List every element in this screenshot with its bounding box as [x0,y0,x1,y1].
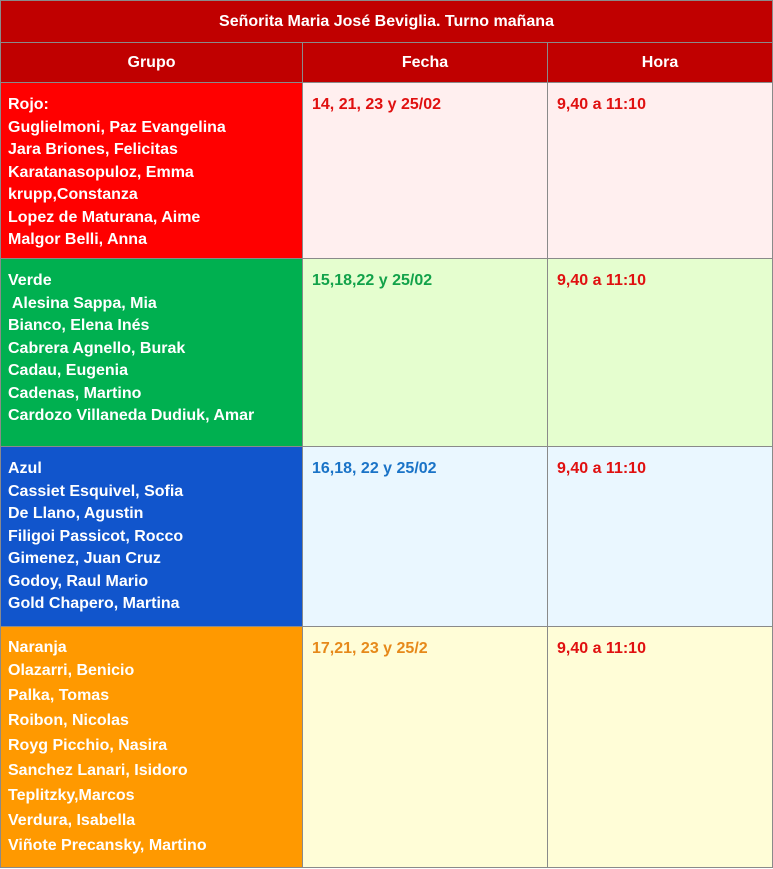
hora-cell [548,447,773,627]
group-cell-azul [1,447,303,627]
column-header-hora: Hora [548,43,773,83]
student-name: Royg Picchio, Nasira [8,737,168,754]
student-name: Cadenas, Martino [8,384,142,402]
student-name: Bianco, Elena Inés [8,317,150,334]
table-row-verde [1,259,773,447]
column-header-grupo: Grupo [1,43,303,83]
student-name: Olazarri, Benicio [8,662,135,679]
hora-value: 9,40 a 11:10 [557,96,646,113]
table-row-rojo [1,83,773,259]
group-cell-verde [1,259,303,447]
group-cell-naranja [1,627,303,868]
group-name: Verde [8,272,52,289]
student-name: Karatanasopuloz, Emma [8,163,194,181]
column-header-fecha: Fecha [303,43,548,83]
student-name: Jara Briones, Felicitas [8,141,178,158]
student-name: Gold Chapero, Martina [8,595,180,612]
fecha-value: 17,21, 23 y 25/2 [312,640,428,657]
student-name: Sanchez Lanari, Isidoro [8,762,188,779]
group-cell-rojo [1,83,303,259]
hora-value: 9,40 a 11:10 [557,640,646,657]
hora-cell [548,627,773,868]
fecha-cell [303,627,548,868]
student-name: Cardozo Villaneda Dudiuk, Amar [8,407,255,424]
student-name: Verdura, Isabella [8,812,136,829]
group-name: Azul [8,460,42,477]
fecha-value: 15,18,22 y 25/02 [312,272,433,289]
student-name: De Llano, Agustin [8,505,144,522]
table-row-azul [1,447,773,627]
table-title: Señorita Maria José Beviglia. Turno mañana [1,1,773,43]
hora-cell [548,83,773,259]
student-name: Cadau, Eugenia [8,362,129,379]
student-name: Cassiet Esquivel, Sofia [8,482,184,500]
group-name: Naranja [8,639,67,656]
fecha-value: 16,18, 22 y 25/02 [312,460,437,477]
student-name: Gimenez, Juan Cruz [8,550,161,567]
fecha-cell [303,447,548,627]
student-name: Alesina Sappa, Mia [8,294,157,312]
group-name: Rojo: [8,96,49,113]
student-name: krupp,Constanza [8,186,138,203]
student-name: Lopez de Maturana, Aime [8,208,201,226]
student-name: Guglielmoni, Paz Evangelina [8,118,226,136]
hora-cell [548,259,773,447]
hora-value: 9,40 a 11:10 [557,272,646,289]
student-name: Teplitzky,Marcos [8,787,135,804]
hora-value: 9,40 a 11:10 [557,460,646,477]
student-name: Filigoi Passicot, Rocco [8,527,184,545]
student-name: Malgor Belli, Anna [8,231,147,248]
fecha-cell [303,83,548,259]
student-name: Viñote Precansky, Martino [8,837,207,854]
student-name: Cabrera Agnello, Burak [8,339,186,357]
table-row-naranja [1,627,773,868]
student-name: Palka, Tomas [8,687,110,704]
student-name: Roibon, Nicolas [8,712,129,729]
fecha-cell [303,259,548,447]
fecha-value: 14, 21, 23 y 25/02 [312,96,441,113]
student-name: Godoy, Raul Mario [8,572,149,590]
